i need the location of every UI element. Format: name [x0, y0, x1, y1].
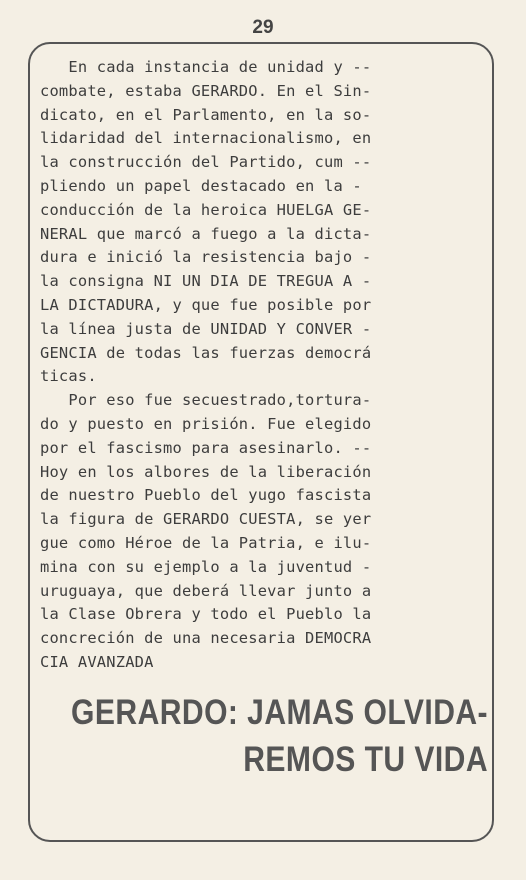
body-line: la consigna NI UN DIA DE TREGUA A - [40, 272, 372, 291]
body-line: Por eso fue secuestrado,tortura- [40, 391, 372, 410]
body-line: uruguaya, que deberá llevar junto a [40, 581, 372, 600]
body-line: dicato, en el Parlamento, en la so- [40, 105, 372, 124]
body-line: de nuestro Pueblo del yugo fascista [40, 486, 372, 505]
body-line: conducción de la heroica HUELGA GE- [40, 200, 372, 219]
body-line: dura e inició la resistencia bajo - [40, 248, 372, 267]
body-line: la línea justa de UNIDAD Y CONVER - [40, 319, 372, 338]
body-text [40, 56, 488, 675]
body-line: la construcción del Partido, cum -- [40, 153, 372, 172]
page-number: 29 [252, 17, 274, 38]
body-line: do y puesto en prisión. Fue elegido [40, 414, 372, 433]
body-line: CIA AVANZADA [40, 652, 154, 671]
body-line: Hoy en los albores de la liberación [40, 462, 372, 481]
body-line: pliendo un papel destacado en la - [40, 176, 362, 195]
body-line: por el fascismo para asesinarlo. -- [40, 438, 372, 457]
body-line: ticas. [40, 367, 97, 386]
body-line: concreción de una necesaria DEMOCRA [40, 629, 372, 648]
body-line: la figura de GERARDO CUESTA, se yer [40, 510, 372, 529]
body-line: la Clase Obrera y todo el Pueblo la [40, 605, 372, 624]
body-line: combate, estaba GERARDO. En el Sin- [40, 81, 372, 100]
body-line: gue como Héroe de la Patria, e ilu- [40, 533, 372, 552]
headline-line-2: REMOS TU VIDA [243, 740, 488, 779]
body-line: GENCIA de todas las fuerzas democrá [40, 343, 372, 362]
body-line: NERAL que marcó a fuego a la dicta- [40, 224, 372, 243]
headline-line-1: GERARDO: JAMAS OLVIDA- [71, 693, 488, 732]
body-line: LA DICTADURA, y que fue posible por [40, 295, 372, 314]
body-line: En cada instancia de unidad y -- [40, 58, 372, 76]
body-line: mina con su ejemplo a la juventud - [40, 557, 372, 576]
body-line: lidaridad del internacionalismo, en [40, 129, 372, 148]
